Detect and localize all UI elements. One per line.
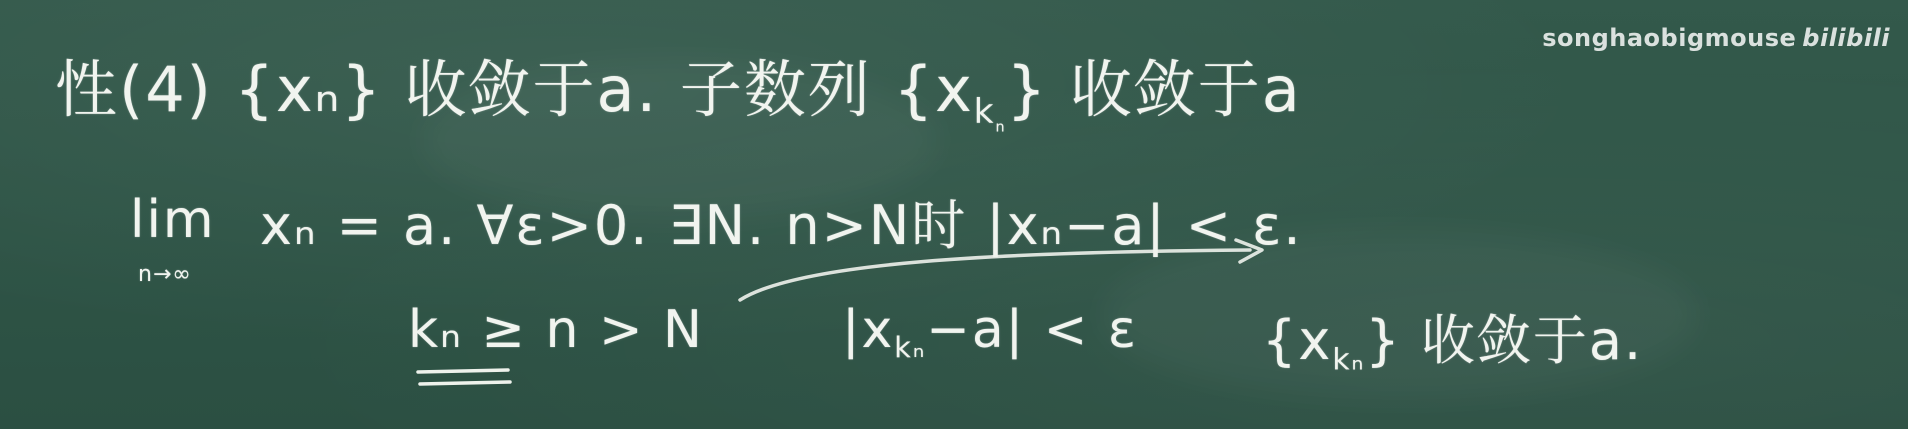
line3c-subscript: kₙ [1332, 342, 1366, 378]
line3c-text: {x [1262, 309, 1333, 372]
line3c-tail: } 收敛于a. [1365, 309, 1644, 372]
arc-arrow [740, 250, 1250, 300]
limit-symbol: lim [130, 190, 216, 250]
chalk-line-3-index-inequality: kₙ ≥ n > N [408, 300, 704, 360]
line1-tail: } 收敛于a [1006, 53, 1302, 126]
line3b-subscript: kₙ [894, 330, 927, 364]
bilibili-logo: bilibili [1802, 24, 1890, 52]
chalk-line-2: xₙ = a. ∀ε>0. ∃N. n>N时 |xₙ−a| < ε. [260, 194, 1303, 257]
line1-sub-k: k [973, 91, 996, 132]
line3b-text: |x [842, 300, 895, 360]
line1-sub-n: n [995, 119, 1007, 136]
channel-name: songhaobigmouse [1542, 24, 1797, 52]
underline-bottom [420, 382, 510, 384]
limit-subscript: n→∞ [138, 262, 192, 287]
watermark [1542, 24, 1890, 52]
underline-top [418, 370, 508, 372]
line1-text: 性(4) {xₙ} 收敛于a. 子数列 {x [55, 53, 974, 126]
line3b-tail: −a| < ε [926, 300, 1138, 360]
